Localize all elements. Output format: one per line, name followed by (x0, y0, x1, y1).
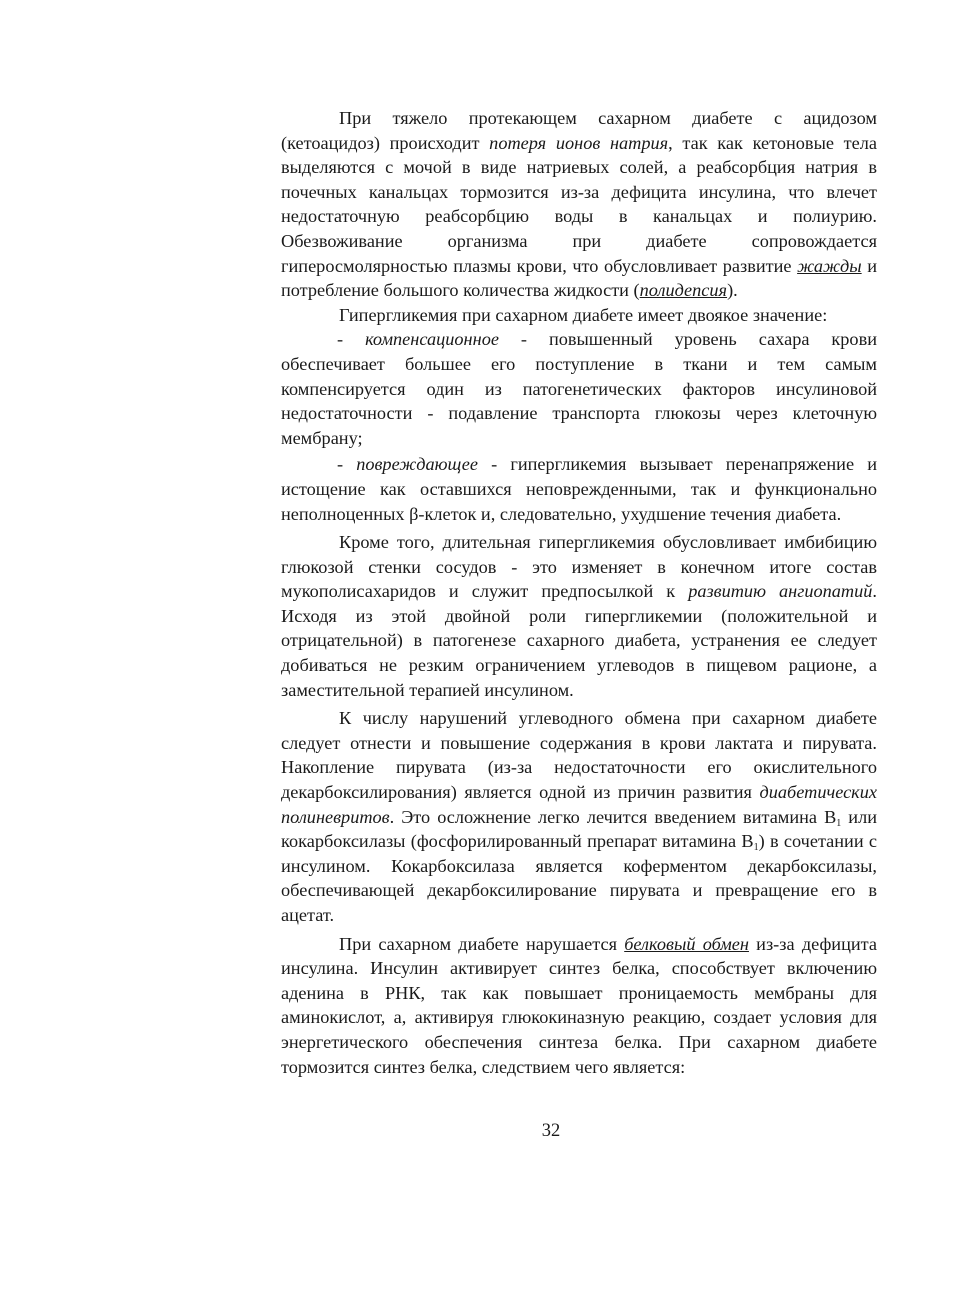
text-run: из-за дефицита инсулина. Инсулин активирует синтез белка, способствует включению аденина в РНК, так как повышает проницаемость мембраны для аминокислот, а, активируя глюкокиназную реакцию, создает условия для энергетического обеспечения синтеза белка. При сахарном диабете тормозится синтез белка, следствием чего является: (281, 933, 877, 1077)
subscript: 1 (836, 817, 842, 829)
paragraph (281, 106, 877, 303)
emphasis-text: диабетических полиневритов (281, 782, 877, 827)
text-run: - повышенный уровень сахара крови обеспечивает большее его поступление в ткани и тем самым компенсируется один из патогенетических факторов инсулиновой недостаточности - подавление транспорта глюкозы через клеточную мембрану; (281, 329, 877, 448)
text-run: . Исходя из этой двойной роли гипергликемии (положительной и отрицательной) в патогенезе сахарного диабета, устранения ее следует добиваться не резким ограничением углеводов в пищевом рационе, а заместительной терапией инсулином. (281, 581, 877, 700)
text-run: - (337, 329, 366, 350)
text-run: . Это осложнение легко лечится введением витамина В (389, 806, 837, 827)
text-run: , так как кетоновые тела выделяются с мочой в виде натриевых солей, а реабсорбция натрия в почечных канальцах тормозится из-за дефицита инсулина, что влечет недостаточную реабсорбцию воды в канальцах и полиурию. Обезвоживание организма при диабете сопровождается гиперосмолярностью плазмы крови, что обусловливает развитие (281, 132, 877, 276)
paragraph (281, 530, 877, 702)
text-run: - гипергликемия вызывает перенапряжение и истощение как оставшихся неповрежденными, так и функционально неполноценных β-клеток и, следовательно, ухудшение течения диабета. (281, 454, 877, 524)
emphasis-underlined-text: жажды (797, 255, 862, 276)
list-item (281, 327, 877, 450)
emphasis-text: повреждающее (356, 454, 479, 475)
paragraph (281, 706, 877, 927)
text-run: Кроме того, длительная гипергликемия обусловливает имбибицию глюкозой стенки сосудов - это изменяет в конечном итоге состав мукополисахаридов и служит предпосылкой к (281, 532, 877, 602)
paragraph (281, 303, 877, 328)
text-run: Гипергликемия при сахарном диабете имеет двоякое значение: (339, 304, 828, 325)
text-run: или кокарбоксилазы (фосфорилированный препарат витамина В (281, 806, 877, 852)
text-run: ). (727, 280, 738, 301)
emphasis-text: развитию ангиопатий (688, 581, 873, 602)
text-run: При тяжело протекающем сахарном диабете с ацидозом (кетоацидоз) происходит (281, 108, 877, 153)
page-number: 32 (541, 1121, 561, 1141)
text-run: и потребление большого количества жидкости ( (281, 255, 877, 301)
text-run: При сахарном диабете нарушается (339, 933, 625, 954)
emphasis-text: компенсационное (365, 329, 499, 350)
text-run: ) в сочетании с инсулином. Кокарбоксилаза является коферментом декарбоксилазы, обеспечивающей декарбоксилирование пирувата и превращение его в ацетат. (281, 831, 878, 925)
text-run: К числу нарушений углеводного обмена при сахарном диабете следует отнести и повышение содержания в крови лактата и пирувата. Накопление пирувата (из-за недостаточности его окислительного декарбоксилирования) является одной из причин развития (281, 708, 877, 803)
subscript: 1 (753, 842, 759, 854)
text-run: - (337, 454, 357, 475)
body-text (281, 106, 877, 1079)
emphasis-underlined-text: белковый обмен (624, 933, 749, 954)
paragraph (281, 932, 877, 1080)
emphasis-underlined-text: полидепсия (639, 280, 728, 301)
emphasis-text: потеря ионов натрия (489, 132, 669, 153)
list-item (281, 452, 877, 526)
